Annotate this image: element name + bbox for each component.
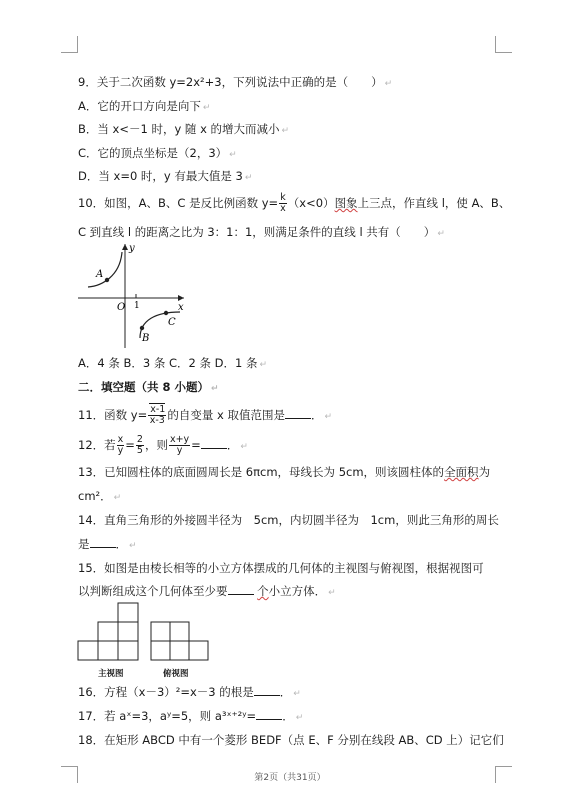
q16-answer-blank [254, 685, 280, 696]
q10-k-over-x: $\frac{k}{x}$ [280, 192, 286, 214]
top-view-label: 俯视图 [163, 669, 189, 679]
q9-option-d: D．当 x=0 时，y 有最大值是 3 ↵ [78, 169, 253, 183]
q9-option-a: A．它的开口方向是向下 ↵ [78, 99, 211, 113]
svg-text:O: O [117, 302, 126, 313]
q13-line2: cm²． ↵ [78, 489, 122, 503]
q11: 11．函数 y= $\frac{x-1}{x-3}$ 的自变量 x 取值范围是 ． ↵ [78, 404, 333, 426]
q14-line1: 14．直角三角形的外接圆半径为 5cm，内切圆半径为 1cm，则此三角形的周长 [78, 513, 499, 527]
q11-sqrt-fraction: $\frac{x-1}{x-3}$ [149, 404, 166, 426]
q17: 17．若 aˣ=3，aʸ=5，则 a³ˣ⁺²ʸ= ． ↵ [78, 709, 304, 723]
svg-text:B: B [142, 333, 150, 344]
q13-line1: 13．已知圆柱体的底面圆周长是 6πcm，母线长为 5cm，则该圆柱体的全面积为 [78, 465, 491, 479]
svg-text:y: y [129, 243, 135, 254]
svg-text:1: 1 [134, 301, 140, 311]
q15-line2: 以判断组成这个几何体至少要 个小立方体． ↵ [78, 584, 336, 598]
section-title-fill-blank: 二．填空题（共 8 小题） ↵ [78, 380, 219, 394]
q15-line1: 15．如图是由棱长相等的小立方体摆成的几何体的主视图与俯视图，根据视图可 [78, 561, 484, 575]
crop-mark-top-left [61, 36, 78, 53]
q16: 16．方程（x－3）²=x－3 的根是 ． ↵ [78, 685, 301, 699]
page-footer: 第2页（共31页） [254, 773, 326, 783]
q9-option-b: B．当 x<－1 时，y 随 x 的增大而减小 ↵ [78, 122, 290, 136]
q9-option-c: C．它的顶点坐标是（2，3） ↵ [78, 146, 237, 160]
q12: 12．若 $\frac{x}{y}$ = $\frac{2}{5}$ ，则 $\frac{x+y}{y}$ = ． ↵ [78, 434, 248, 456]
svg-text:C: C [168, 317, 176, 328]
front-view-label: 主视图 [98, 669, 124, 679]
q10-hyperbola-figure [76, 240, 188, 350]
q10-line1: 10．如图，A、B、C 是反比例函数 y= $\frac{k}{x}$ （x<0）图象上三点，作直线 l，使 A、B、 [78, 192, 511, 214]
q12-answer-blank [201, 438, 227, 449]
q10-line2: C 到直线 l 的距离之比为 3：1：1，则满足条件的直线 l 共有（ ） ↵ [78, 225, 445, 239]
svg-text:x: x [178, 302, 184, 313]
q15-answer-blank [228, 584, 254, 595]
front-view [78, 603, 138, 660]
q15-views-figure [76, 600, 216, 662]
crop-mark-top-right [495, 36, 512, 53]
point-b [140, 326, 144, 330]
q18: 18．在矩形 ABCD 中有一个菱形 BEDF（点 E、F 分别在线段 AB、CD 上）记它们 [78, 733, 504, 747]
q14-line2: 是 ． ↵ [78, 537, 137, 551]
point-a [105, 278, 109, 282]
q10-options: A．4 条 B．3 条 C．2 条 D．1 条 ↵ [78, 356, 268, 370]
q14-answer-blank [90, 537, 116, 548]
q17-answer-blank [256, 709, 282, 720]
svg-text:A: A [96, 269, 104, 280]
point-c [164, 311, 168, 315]
top-view [151, 622, 208, 660]
q9-stem: 9．关于二次函数 y=2x²+3，下列说法中正确的是（ ） ↵ [78, 75, 393, 89]
q11-answer-blank [285, 408, 311, 419]
